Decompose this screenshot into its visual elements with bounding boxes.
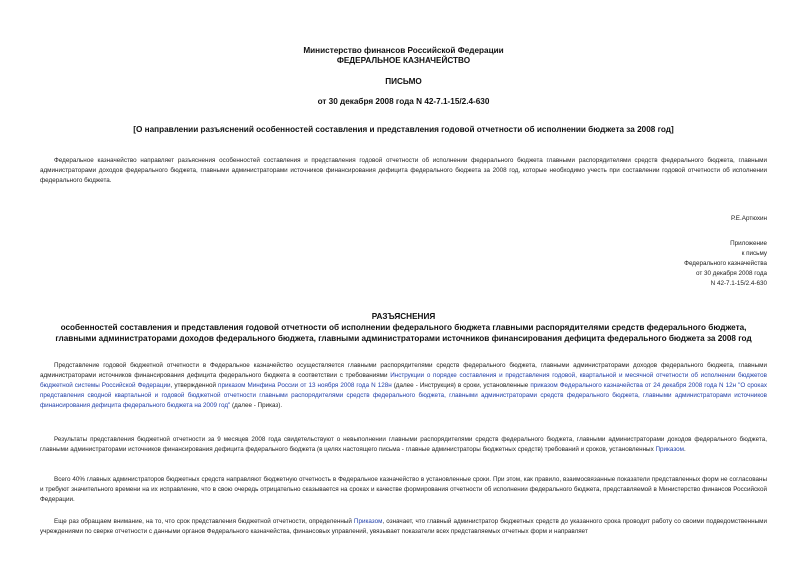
intro-text: Федеральное казначейство направляет разъяснения особенностей составления и представления годовой отчетности об исполнении федерального бюджета главными распорядителями средств федерального бюджета, главными администраторами доходов федерального бюджета, главными администраторами источников финансирования дефицита федерального бюджета за 2008 год, которые необходимо учесть при составлении годовой отчетности об исполнении федерального бюджета. bbox=[40, 157, 767, 184]
paragraph-text: Представление годовой бюджетной отчетности в Федеральное казначейство осуществляется главными распорядителями средств федерального бюджета, главными администраторами доходов федерального бюджета, главными администраторами источников финансирования дефицита федерального бюджета в соответствии с требованиями bbox=[40, 362, 767, 379]
paragraph-1 bbox=[40, 361, 767, 411]
order-link[interactable]: Приказом bbox=[655, 446, 685, 453]
agency-name: ФЕДЕРАЛЬНОЕ КАЗНАЧЕЙСТВО bbox=[336, 56, 471, 65]
paragraph-text: Еще раз обращаем внимание, на то, что срок представления бюджетной отчетности, определенный bbox=[54, 518, 354, 525]
appendix-line: N 42-7.1-15/2.4-630 bbox=[710, 279, 767, 287]
treasury-order-link[interactable]: приказом Федерального казначейства от 24 декабря 2008 года N 12н "О сроках представления сводной квартальной и годовой бюджетной отчетности главными распорядителями средств федерального бюджета, главными администраторами средств федерального бюджета, главными администраторами источников финансирования дефицита федерального бюджета на 2009 год" bbox=[40, 382, 767, 409]
intro-paragraph bbox=[40, 156, 767, 186]
paragraph-3 bbox=[40, 475, 767, 505]
ministry-name: Министерство финансов Российской Федерации bbox=[303, 46, 504, 55]
paragraph-text: Всего 40% главных администраторов бюджетных средств направляют бюджетную отчетность в Федеральное казначейство в установленные сроки. При этом, как правило, взаимосвязанные показатели представленных форм не согласованы и требуют значительного времени на их исправление, что в свою очередь отрицательно сказывается на сроках и качестве формирования отчетности об исполнении федерального бюджета, представляемой в Министерство финансов Российской Федерации. bbox=[40, 476, 767, 503]
appendix-block bbox=[684, 239, 767, 289]
appendix-line: Федерального казначейства bbox=[684, 259, 767, 267]
paragraph-text: (далее - Приказ). bbox=[230, 402, 283, 409]
paragraph-text: , утвержденной bbox=[170, 382, 219, 389]
letter-date: от 30 декабря 2008 года N 42-7.1-15/2.4-630 bbox=[317, 97, 490, 106]
paragraph-2 bbox=[40, 435, 767, 455]
paragraph-text: (далее - Инструкция) в сроки, установленные bbox=[391, 382, 531, 389]
letter-type: ПИСЬМО bbox=[385, 77, 422, 86]
paragraph-4 bbox=[40, 517, 767, 537]
explanation-title: РАЗЪЯСНЕНИЯ bbox=[371, 312, 436, 321]
appendix-line: от 30 декабря 2008 года bbox=[696, 269, 767, 277]
appendix-line: Приложение bbox=[730, 240, 767, 247]
signature: Р.Е.Артюхин bbox=[731, 215, 767, 222]
letter-subject: [О направлении разъяснений особенностей составления и представления годовой отчетности об исполнении бюджета за 2008 год] bbox=[133, 125, 674, 134]
explanation-subtitle: особенностей составления и представления годовой отчетности об исполнении федерального бюджета главными распорядителями средств федерального бюджета, главными администраторами доходов федерального бюджета, главными администраторами источников финансирования дефицита федерального бюджета за 2008 год bbox=[55, 323, 752, 343]
paragraph-text: , означает, что главный администратор бюджетных средств до указанного срока проводит работу со своими подведомственными учреждениями по сверке отчетности с данными органов Федерального казначейства, финансовых управлений, увязывает показатели всех представляемых отчетных форм и направляет bbox=[40, 518, 767, 535]
paragraph-text: . bbox=[684, 446, 686, 453]
ministry-header bbox=[0, 46, 807, 66]
appendix-line: к письму bbox=[741, 249, 767, 257]
paragraph-text: Результаты представления бюджетной отчетности за 9 месяцев 2008 года свидетельствуют о невыполнении главными распорядителями средств федерального бюджета, главными администраторами доходов федерального бюджета, главными администраторами источников финансирования дефицита федерального бюджета (в целях настоящего письма - главные администраторы бюджетных средств) требований и сроков, установленных bbox=[40, 436, 767, 453]
order-link[interactable]: Приказом bbox=[353, 518, 383, 525]
instruction-link[interactable]: Инструкции о порядке составления и представления годовой, квартальной и месячной отчетности об исполнении бюджетов бюджетной системы Российской Федерации bbox=[40, 372, 767, 389]
minfin-order-link[interactable]: приказом Минфина России от 13 ноября 2008 года N 128н bbox=[218, 382, 392, 389]
